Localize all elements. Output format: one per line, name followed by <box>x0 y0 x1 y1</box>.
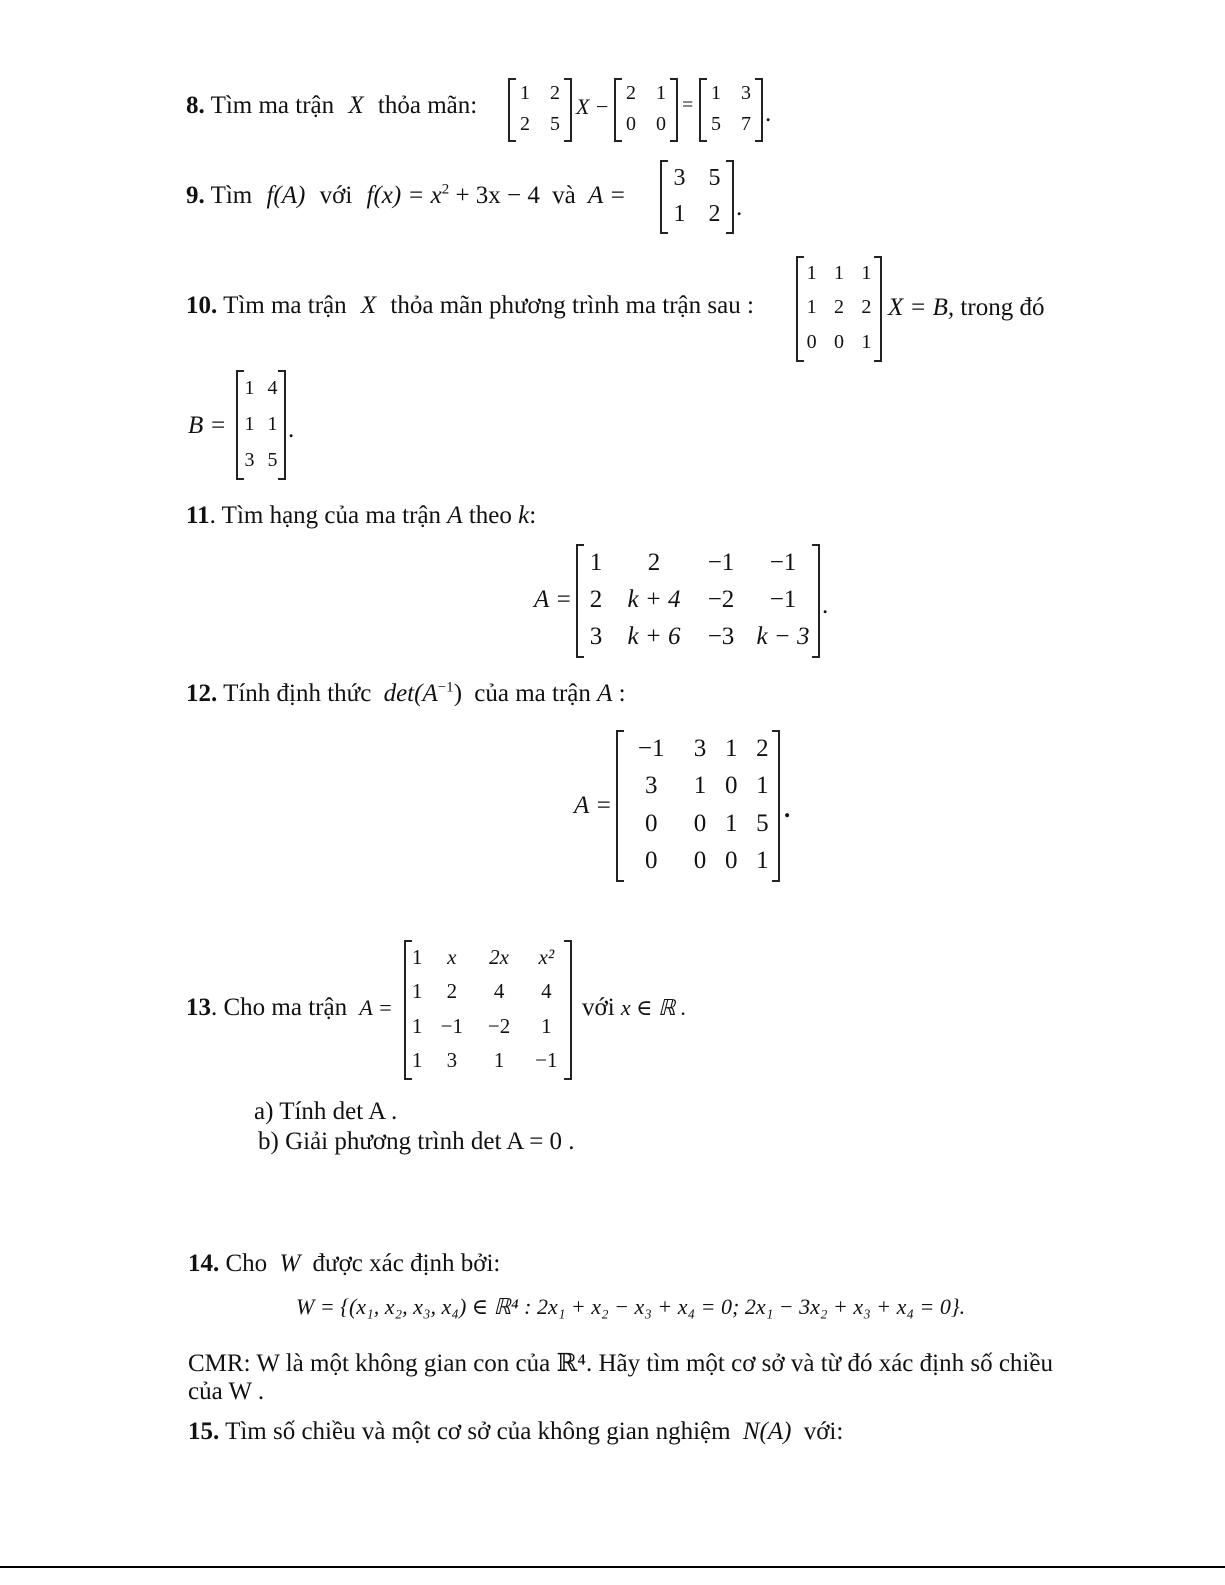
problem-13-with: với <box>582 994 615 1021</box>
m13-cell: 1 <box>411 944 423 969</box>
m8a-cell: 5 <box>550 113 560 135</box>
problem-8-line <box>186 92 477 120</box>
m10-cell: 1 <box>833 261 844 284</box>
problem-14-line <box>188 1250 500 1278</box>
problem-12-inverse: −1 <box>437 679 454 696</box>
problem-14-text2: được xác định bởi: <box>312 1250 501 1277</box>
problem-9-matrix <box>660 160 734 234</box>
m11-cell: 1 <box>589 548 603 576</box>
problem-10-text: Tìm ma trận <box>223 292 347 319</box>
problem-13-text: . Cho ma trận <box>211 994 348 1021</box>
problem-12-matrix <box>616 730 780 882</box>
m11-cell: 2 <box>589 585 603 613</box>
m11-cell: −3 <box>707 623 735 651</box>
m13-cell: 3 <box>446 1048 458 1073</box>
m11-cell: −1 <box>769 585 797 613</box>
m13-cell: 2x <box>489 944 509 969</box>
m10B-cell: 1 <box>267 412 278 435</box>
m8b-cell: 0 <box>656 113 666 135</box>
problem-11-line <box>186 502 536 530</box>
problem-9-text: Tìm <box>210 182 253 209</box>
m9-cell: 5 <box>708 164 721 191</box>
problem-8-matrix-3 <box>699 78 763 142</box>
problem-8-minus: − <box>596 94 609 119</box>
problem-13-number: 13 <box>186 994 211 1021</box>
m9-cell: 3 <box>673 164 686 191</box>
problem-14-cmr-line-1: CMR: W là một không gian con của ℝ⁴. Hãy tìm một cơ sở và từ đó xác định số chiều <box>188 1350 1053 1377</box>
m11-cell: −2 <box>707 585 735 613</box>
m13-cell: 4 <box>493 979 505 1004</box>
m8c-cell: 3 <box>741 82 751 104</box>
m13-cell: 1 <box>411 979 423 1004</box>
problem-15-text: Tìm số chiều và một cơ sở của không gian nghiệm <box>225 1418 731 1445</box>
problem-11-number: 11 <box>186 502 210 529</box>
page-bottom-border <box>0 1566 1225 1568</box>
problem-8-matrix-1 <box>508 78 572 142</box>
m12-cell: 0 <box>724 847 738 875</box>
problem-13-Aeq: A = <box>359 995 393 1020</box>
m11-cell: −1 <box>769 548 797 576</box>
m13-cell: −1 <box>440 1013 463 1038</box>
problem-8-eq: = <box>682 94 694 116</box>
problem-13-cond-line <box>582 994 686 1022</box>
m13-cell: 4 <box>541 979 552 1004</box>
m8c-cell: 1 <box>711 82 721 104</box>
m12-cell: 3 <box>644 772 658 800</box>
problem-14-W: W <box>279 1250 301 1277</box>
problem-9-fA: f(A) <box>266 182 306 209</box>
m12-cell: 0 <box>644 809 658 837</box>
problem-10-Beq: B = <box>188 412 227 439</box>
m12-cell: −1 <box>637 734 665 762</box>
problem-10-dot: . <box>288 416 295 443</box>
problem-8-var: X <box>348 92 364 119</box>
m11-cell: 2 <box>647 548 661 576</box>
problem-12-dot: . <box>784 796 791 823</box>
m13-cell: −2 <box>487 1013 511 1038</box>
problem-14-number: 14. <box>188 1250 220 1277</box>
m10B-cell: 4 <box>267 376 278 399</box>
problem-10-matrix-B <box>236 370 286 480</box>
problem-10-line <box>186 292 754 320</box>
problem-14-cmr-line-2: của W . <box>188 1378 265 1405</box>
problem-10-number: 10. <box>186 292 218 319</box>
m12-cell: 1 <box>693 772 707 800</box>
problem-8-text2: thỏa mãn: <box>377 92 478 119</box>
m13-cell: −1 <box>535 1048 558 1073</box>
problem-10-trail: trong đó <box>960 294 1045 321</box>
problem-11-dot: . <box>822 592 829 619</box>
m12-cell: 0 <box>693 809 707 837</box>
problem-11-matrix <box>576 544 820 658</box>
m13-cell: 1 <box>411 1048 423 1073</box>
problem-15-number: 15. <box>188 1418 220 1445</box>
problem-14-text: Cho <box>225 1250 268 1277</box>
m9-cell: 1 <box>673 200 686 227</box>
m12-cell: 0 <box>693 847 707 875</box>
m9-cell: 2 <box>708 200 721 227</box>
problem-9-line <box>186 182 626 210</box>
problem-11-k: k <box>518 502 530 529</box>
m12-cell: 3 <box>693 734 707 762</box>
problem-13-line <box>186 994 393 1022</box>
m8a-cell: 1 <box>520 82 530 104</box>
m11-cell: k − 3 <box>756 623 810 651</box>
problem-13-part-a: a) Tính det A . <box>254 1098 398 1125</box>
m8b-cell: 2 <box>626 82 636 104</box>
m10B-cell: 3 <box>244 448 255 471</box>
m11-cell: k + 4 <box>627 585 681 613</box>
problem-8-text: Tìm ma trận <box>210 92 335 119</box>
m10B-cell: 5 <box>267 448 278 471</box>
problem-9-Aeq: A = <box>588 182 626 209</box>
problem-15-with: với: <box>803 1418 844 1445</box>
problem-15-line <box>188 1418 843 1446</box>
m12-cell: 0 <box>644 847 658 875</box>
problem-8-matrix-2 <box>614 78 678 142</box>
m13-cell: x <box>447 944 457 969</box>
problem-8-x: X <box>576 94 590 119</box>
problem-15-NA: N(A) <box>742 1418 792 1445</box>
problem-8-number: 8. <box>186 92 205 119</box>
m12-cell: 1 <box>724 809 738 837</box>
m13-cell: 1 <box>493 1048 505 1073</box>
problem-9-dot: . <box>736 194 743 221</box>
problem-13-part-b: b) Giải phương trình det A = 0 . <box>258 1128 575 1155</box>
problem-11-A: A <box>447 502 463 529</box>
problem-10-eq: X = B, <box>888 294 955 321</box>
problem-12-colon: : <box>618 680 626 707</box>
problem-13-cond: x ∈ ℝ . <box>620 995 687 1020</box>
m11-cell: 3 <box>589 623 603 651</box>
m8b-cell: 0 <box>626 113 636 135</box>
m8c-cell: 7 <box>741 113 751 135</box>
m10-cell: 1 <box>861 331 872 354</box>
m13-cell: 1 <box>411 1013 423 1038</box>
m10B-cell: 1 <box>244 376 255 399</box>
problem-10-matrix <box>796 256 882 362</box>
m12-cell: 1 <box>756 772 769 800</box>
m8a-cell: 2 <box>520 113 530 135</box>
problem-12-A: A <box>597 680 613 707</box>
m12-cell: 2 <box>756 734 769 762</box>
problem-9-rest: + 3x − 4 <box>455 182 540 209</box>
m13-cell: x² <box>538 944 555 969</box>
problem-10-var: X <box>360 292 377 319</box>
problem-9-square: 2 <box>441 181 450 198</box>
problem-14-set-definition: W = {(x₁, x₂, x₃, x₄) ∈ ℝ⁴ : 2x₁ + x₂ − x₃ + x₄ = 0; 2x₁ − 3x₂ + x₃ + x₄ = 0}. <box>296 1294 966 1319</box>
problem-12-close: ) <box>453 680 463 707</box>
problem-9-with: với <box>319 182 353 209</box>
problem-12-line <box>186 680 626 708</box>
problem-11-theo: theo <box>468 502 512 529</box>
problem-10-text2: thỏa mãn phương trình ma trận sau : <box>390 292 754 319</box>
m11-cell: −1 <box>707 548 735 576</box>
problem-13-matrix <box>404 940 572 1080</box>
m12-cell: 1 <box>756 847 769 875</box>
m12-cell: 5 <box>756 809 769 837</box>
problem-9-and: và <box>552 182 576 209</box>
m10-cell: 2 <box>861 296 872 319</box>
problem-11-colon: : <box>529 502 537 529</box>
m10-cell: 0 <box>833 331 844 354</box>
m13-cell: 2 <box>446 979 458 1004</box>
problem-12-text: Tính định thức <box>223 680 372 707</box>
m10-cell: 1 <box>861 261 872 284</box>
m8a-cell: 2 <box>550 82 560 104</box>
problem-11-text: . Tìm hạng của ma trận <box>209 502 442 529</box>
problem-12-det: det(A <box>383 680 438 707</box>
m10-cell: 1 <box>806 261 817 284</box>
problem-12-text2: của ma trận <box>474 680 591 707</box>
problem-11-Aeq: A = <box>534 586 572 613</box>
problem-10-eq-line <box>888 294 1044 322</box>
m13-cell: 1 <box>541 1013 552 1038</box>
problem-8-dot: . <box>765 100 772 127</box>
m12-cell: 0 <box>724 772 738 800</box>
m10-cell: 0 <box>806 331 817 354</box>
problem-12-number: 12. <box>186 680 218 707</box>
m10-cell: 1 <box>806 296 817 319</box>
problem-9-fx: f(x) = x <box>366 182 442 209</box>
m12-cell: 1 <box>724 734 738 762</box>
m10B-cell: 1 <box>244 412 255 435</box>
problem-9-number: 9. <box>186 182 205 209</box>
m8c-cell: 5 <box>711 113 721 135</box>
m8b-cell: 1 <box>656 82 666 104</box>
m10-cell: 2 <box>833 296 844 319</box>
m11-cell: k + 6 <box>627 623 681 651</box>
problem-12-Aeq: A = <box>574 792 612 819</box>
